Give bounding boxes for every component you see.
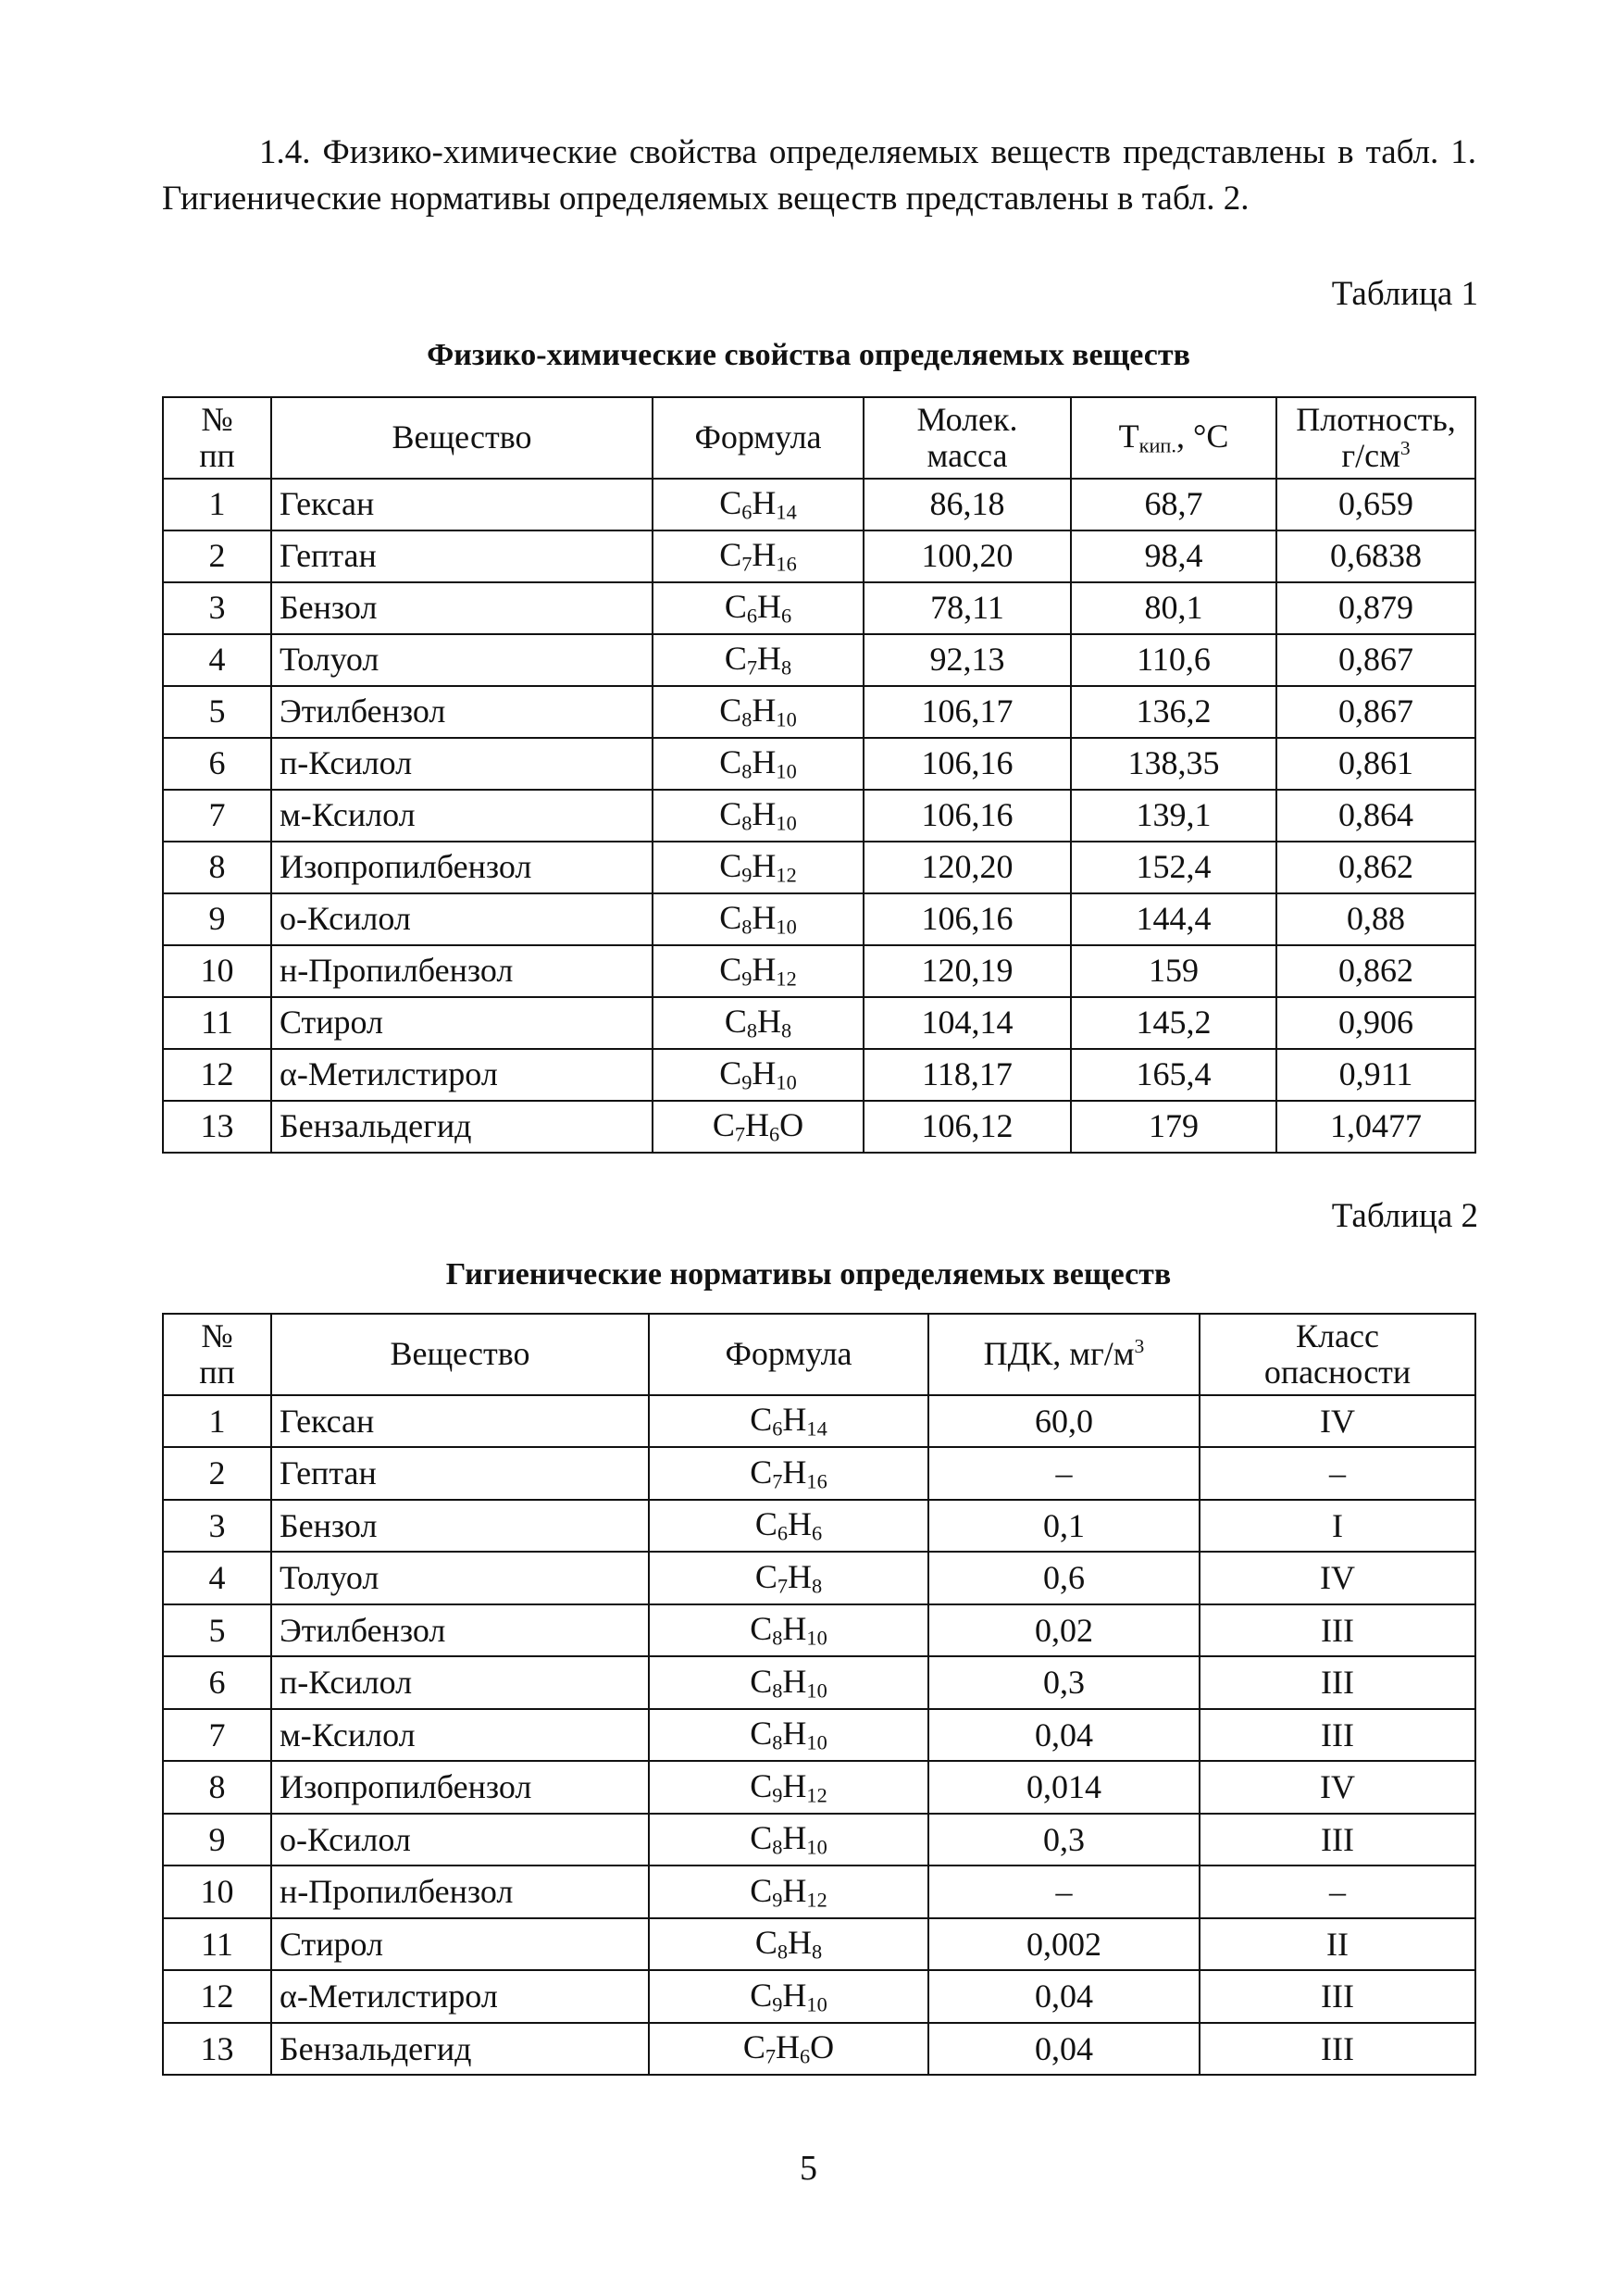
table2-row (163, 1500, 1475, 1553)
table2-cell-hazard: II (1200, 1918, 1475, 1971)
table2-cell-formula: $C_7H_8$ (649, 1552, 928, 1604)
table2-row (163, 1552, 1475, 1604)
table2-cell-num: 3 (163, 1500, 271, 1553)
table2-cell-formula: $C_8H_{10}$ (649, 1656, 928, 1709)
table2-cell-name: Стирол (271, 1918, 649, 1971)
table2-cell-formula: $C_6H_6$ (649, 1500, 928, 1553)
table1-header-substance: Вещество (271, 397, 653, 479)
table1-cell-name: Гексан (271, 479, 653, 530)
table1-cell-name: Изопропилбензол (271, 842, 653, 893)
table1-row (163, 842, 1475, 893)
table1-cell-num: 1 (163, 479, 271, 530)
table2-cell-hazard: I (1200, 1500, 1475, 1553)
table1-cell-num: 5 (163, 686, 271, 738)
table1-cell-density: 0,879 (1276, 582, 1475, 634)
table1-cell-mass: 118,17 (864, 1049, 1071, 1101)
table1-cell-tboil: 110,6 (1071, 634, 1276, 686)
table2-row (163, 1395, 1475, 1448)
table1-cell-name: п-Ксилол (271, 738, 653, 790)
table1-row (163, 893, 1475, 945)
table2-cell-pdk: 0,014 (928, 1761, 1200, 1814)
table1-row (163, 582, 1475, 634)
table2-cell-num: 2 (163, 1447, 271, 1500)
table1-body (163, 479, 1475, 1153)
table1-header-mass: Молек. масса (864, 397, 1071, 479)
table2-cell-formula: $C_8H_{10}$ (649, 1814, 928, 1866)
table1-cell-name: α-Метилстирол (271, 1049, 653, 1101)
table2-row (163, 2023, 1475, 2076)
table1-cell-formula: $C_8H_{10}$ (653, 686, 864, 738)
table2-cell-pdk: 0,3 (928, 1656, 1200, 1709)
table2-cell-hazard: III (1200, 1656, 1475, 1709)
table1-cell-tboil: 138,35 (1071, 738, 1276, 790)
table2-cell-pdk: 0,02 (928, 1604, 1200, 1657)
table2-cell-name: Бензол (271, 1500, 649, 1553)
table2-cell-name: н-Пропилбензол (271, 1866, 649, 1918)
table2-header-substance: Вещество (271, 1314, 649, 1395)
table2-label: Таблица 2 (1331, 1197, 1478, 1235)
table1-cell-num: 2 (163, 530, 271, 582)
table1-cell-name: Бензол (271, 582, 653, 634)
table1-label: Таблица 1 (1331, 275, 1478, 313)
table2-title: Гигиенические нормативы определяемых веществ (445, 1257, 1172, 1292)
table1-cell-tboil: 145,2 (1071, 997, 1276, 1049)
table2-row (163, 1604, 1475, 1657)
table1-cell-tboil: 144,4 (1071, 893, 1276, 945)
table1-cell-mass: 86,18 (864, 479, 1071, 530)
table1-cell-formula: $C_9H_{12}$ (653, 945, 864, 997)
table2-cell-pdk: 0,04 (928, 1709, 1200, 1762)
table1-header-formula: Формула (653, 397, 864, 479)
table1-cell-name: н-Пропилбензол (271, 945, 653, 997)
table2-cell-name: м-Ксилол (271, 1709, 649, 1762)
table1-cell-mass: 78,11 (864, 582, 1071, 634)
table2-header-pdk: ПДК, $мг/м^3$ (928, 1314, 1200, 1395)
table2-cell-num: 13 (163, 2023, 271, 2076)
table2-cell-name: Бензальдегид (271, 2023, 649, 2076)
table2-row (163, 1656, 1475, 1709)
table1-cell-density: 0,862 (1276, 842, 1475, 893)
table2-cell-hazard: III (1200, 1970, 1475, 2023)
table2-cell-num: 9 (163, 1814, 271, 1866)
table2-cell-formula: $C_9H_{10}$ (649, 1970, 928, 2023)
table2-header-row (163, 1314, 1475, 1395)
table1-cell-mass: 100,20 (864, 530, 1071, 582)
table2-cell-hazard: III (1200, 1814, 1475, 1866)
table1-cell-name: Гептан (271, 530, 653, 582)
table2-cell-pdk: – (928, 1447, 1200, 1500)
table1-cell-num: 11 (163, 997, 271, 1049)
table2-cell-name: Толуол (271, 1552, 649, 1604)
table2-cell-pdk: 60,0 (928, 1395, 1200, 1448)
table1-cell-name: Этилбензол (271, 686, 653, 738)
table2-cell-formula: $C_8H_{10}$ (649, 1709, 928, 1762)
table1-cell-density: 0,906 (1276, 997, 1475, 1049)
table2-cell-num: 10 (163, 1866, 271, 1918)
table2-cell-pdk: 0,04 (928, 2023, 1200, 2076)
table1-cell-name: Бензальдегид (271, 1101, 653, 1153)
table1-cell-tboil: 68,7 (1071, 479, 1276, 530)
table2-cell-name: п-Ксилол (271, 1656, 649, 1709)
table2-cell-formula: $C_9H_{12}$ (649, 1761, 928, 1814)
table1-row (163, 997, 1475, 1049)
table1-cell-density: 1,0477 (1276, 1101, 1475, 1153)
table1-cell-tboil: 152,4 (1071, 842, 1276, 893)
table1-header-row (163, 397, 1475, 479)
table2-row (163, 1918, 1475, 1971)
table1-cell-mass: 106,17 (864, 686, 1071, 738)
table2-cell-num: 7 (163, 1709, 271, 1762)
table2-cell-hazard: III (1200, 1604, 1475, 1657)
table2-cell-hazard: IV (1200, 1395, 1475, 1448)
table1-cell-name: м-Ксилол (271, 790, 653, 842)
table1-cell-density: 0,911 (1276, 1049, 1475, 1101)
table1-row (163, 686, 1475, 738)
table1-cell-num: 7 (163, 790, 271, 842)
table2-cell-num: 1 (163, 1395, 271, 1448)
table2-cell-hazard: IV (1200, 1761, 1475, 1814)
table2-cell-num: 6 (163, 1656, 271, 1709)
table1-cell-tboil: 159 (1071, 945, 1276, 997)
table1-cell-mass: 92,13 (864, 634, 1071, 686)
table1-header-num: № пп (163, 397, 271, 479)
table1-row (163, 945, 1475, 997)
table1-row (163, 530, 1475, 582)
table2-cell-hazard: – (1200, 1447, 1475, 1500)
table1-cell-formula: $C_8H_{10}$ (653, 790, 864, 842)
table1-cell-tboil: 98,4 (1071, 530, 1276, 582)
table1-row (163, 1101, 1475, 1153)
table1-cell-formula: $C_7H_6O$ (653, 1101, 864, 1153)
table2-cell-formula: $C_8H_8$ (649, 1918, 928, 1971)
table2-row (163, 1447, 1475, 1500)
table2-body (163, 1395, 1475, 2076)
table2-cell-pdk: 0,3 (928, 1814, 1200, 1866)
table1-cell-density: 0,6838 (1276, 530, 1475, 582)
table2-cell-num: 11 (163, 1918, 271, 1971)
table2-cell-hazard: III (1200, 1709, 1475, 1762)
table2-header-num: № пп (163, 1314, 271, 1395)
table2-row (163, 1866, 1475, 1918)
table1-cell-mass: 106,16 (864, 893, 1071, 945)
table2-row (163, 1709, 1475, 1762)
table2-cell-hazard: – (1200, 1866, 1475, 1918)
table2-cell-formula: $C_7H_6O$ (649, 2023, 928, 2076)
table2-cell-name: о-Ксилол (271, 1814, 649, 1866)
table1-row (163, 738, 1475, 790)
table1 (162, 396, 1476, 1154)
table1-cell-mass: 104,14 (864, 997, 1071, 1049)
table2-cell-num: 5 (163, 1604, 271, 1657)
table1-cell-density: 0,867 (1276, 686, 1475, 738)
table1-cell-mass: 120,20 (864, 842, 1071, 893)
table1-cell-name: о-Ксилол (271, 893, 653, 945)
table1-cell-num: 9 (163, 893, 271, 945)
table1-cell-mass: 120,19 (864, 945, 1071, 997)
table1-cell-density: 0,659 (1276, 479, 1475, 530)
table1-cell-name: Толуол (271, 634, 653, 686)
table1-cell-num: 10 (163, 945, 271, 997)
table2-row (163, 1761, 1475, 1814)
table1-cell-name: Стирол (271, 997, 653, 1049)
table1-header-tboil: $T_{кип.}$, °C (1071, 397, 1276, 479)
table1-cell-formula: $C_7H_8$ (653, 634, 864, 686)
table2-cell-formula: $C_9H_{12}$ (649, 1866, 928, 1918)
table1-cell-num: 13 (163, 1101, 271, 1153)
table1-cell-mass: 106,12 (864, 1101, 1071, 1153)
table1-cell-tboil: 80,1 (1071, 582, 1276, 634)
table1-cell-formula: $C_8H_{10}$ (653, 738, 864, 790)
table1-cell-tboil: 165,4 (1071, 1049, 1276, 1101)
table2-row (163, 1814, 1475, 1866)
table1-row (163, 1049, 1475, 1101)
table1-cell-num: 3 (163, 582, 271, 634)
table1-cell-density: 0,88 (1276, 893, 1475, 945)
table1-cell-formula: $C_8H_8$ (653, 997, 864, 1049)
table2-cell-formula: $C_8H_{10}$ (649, 1604, 928, 1657)
table1-cell-formula: $C_9H_{12}$ (653, 842, 864, 893)
table2-cell-pdk: – (928, 1866, 1200, 1918)
table2-cell-formula: $C_7H_{16}$ (649, 1447, 928, 1500)
table2-cell-name: Этилбензол (271, 1604, 649, 1657)
table1-header-density: Плотность, $г/см^3$ (1276, 397, 1475, 479)
table2-cell-num: 4 (163, 1552, 271, 1604)
table2-cell-pdk: 0,6 (928, 1552, 1200, 1604)
table1-cell-formula: $C_8H_{10}$ (653, 893, 864, 945)
table1-title: Физико-химические свойства определяемых веществ (427, 338, 1190, 372)
table1-row (163, 790, 1475, 842)
table2-cell-formula: $C_6H_{14}$ (649, 1395, 928, 1448)
table2-cell-pdk: 0,1 (928, 1500, 1200, 1553)
table2-cell-pdk: 0,002 (928, 1918, 1200, 1971)
table2-cell-name: Гексан (271, 1395, 649, 1448)
intro-paragraph (162, 130, 1476, 222)
table1-cell-num: 8 (163, 842, 271, 893)
table2-header-formula: Формула (649, 1314, 928, 1395)
table1-cell-num: 4 (163, 634, 271, 686)
table2-cell-pdk: 0,04 (928, 1970, 1200, 2023)
table1-cell-formula: $C_9H_{10}$ (653, 1049, 864, 1101)
table2-cell-name: α-Метилстирол (271, 1970, 649, 2023)
table2-cell-num: 12 (163, 1970, 271, 2023)
table1-cell-formula: $C_7H_{16}$ (653, 530, 864, 582)
table2-cell-num: 8 (163, 1761, 271, 1814)
page-number: 5 (800, 2149, 817, 2188)
table2-header-hazard-class: Класс опасности (1200, 1314, 1475, 1395)
table1-cell-formula: $C_6H_{14}$ (653, 479, 864, 530)
table1-cell-num: 12 (163, 1049, 271, 1101)
table1-cell-density: 0,862 (1276, 945, 1475, 997)
table1-row (163, 634, 1475, 686)
table1-cell-tboil: 139,1 (1071, 790, 1276, 842)
table1-cell-density: 0,864 (1276, 790, 1475, 842)
table2-cell-hazard: III (1200, 2023, 1475, 2076)
table1-cell-density: 0,861 (1276, 738, 1475, 790)
table2 (162, 1313, 1476, 2076)
table2-cell-name: Гептан (271, 1447, 649, 1500)
table1-cell-num: 6 (163, 738, 271, 790)
table1-cell-formula: $C_6H_6$ (653, 582, 864, 634)
table2-cell-name: Изопропилбензол (271, 1761, 649, 1814)
table1-cell-mass: 106,16 (864, 738, 1071, 790)
table1-cell-tboil: 136,2 (1071, 686, 1276, 738)
table1-cell-tboil: 179 (1071, 1101, 1276, 1153)
table1-cell-mass: 106,16 (864, 790, 1071, 842)
intro-text: 1.4. Физико-химические свойства определяемых веществ представлены в табл. 1. Гигиенические нормативы определяемых веществ представлены в табл. 2. (162, 133, 1476, 218)
table2-row (163, 1970, 1475, 2023)
table1-cell-density: 0,867 (1276, 634, 1475, 686)
table1-row (163, 479, 1475, 530)
table2-cell-hazard: IV (1200, 1552, 1475, 1604)
